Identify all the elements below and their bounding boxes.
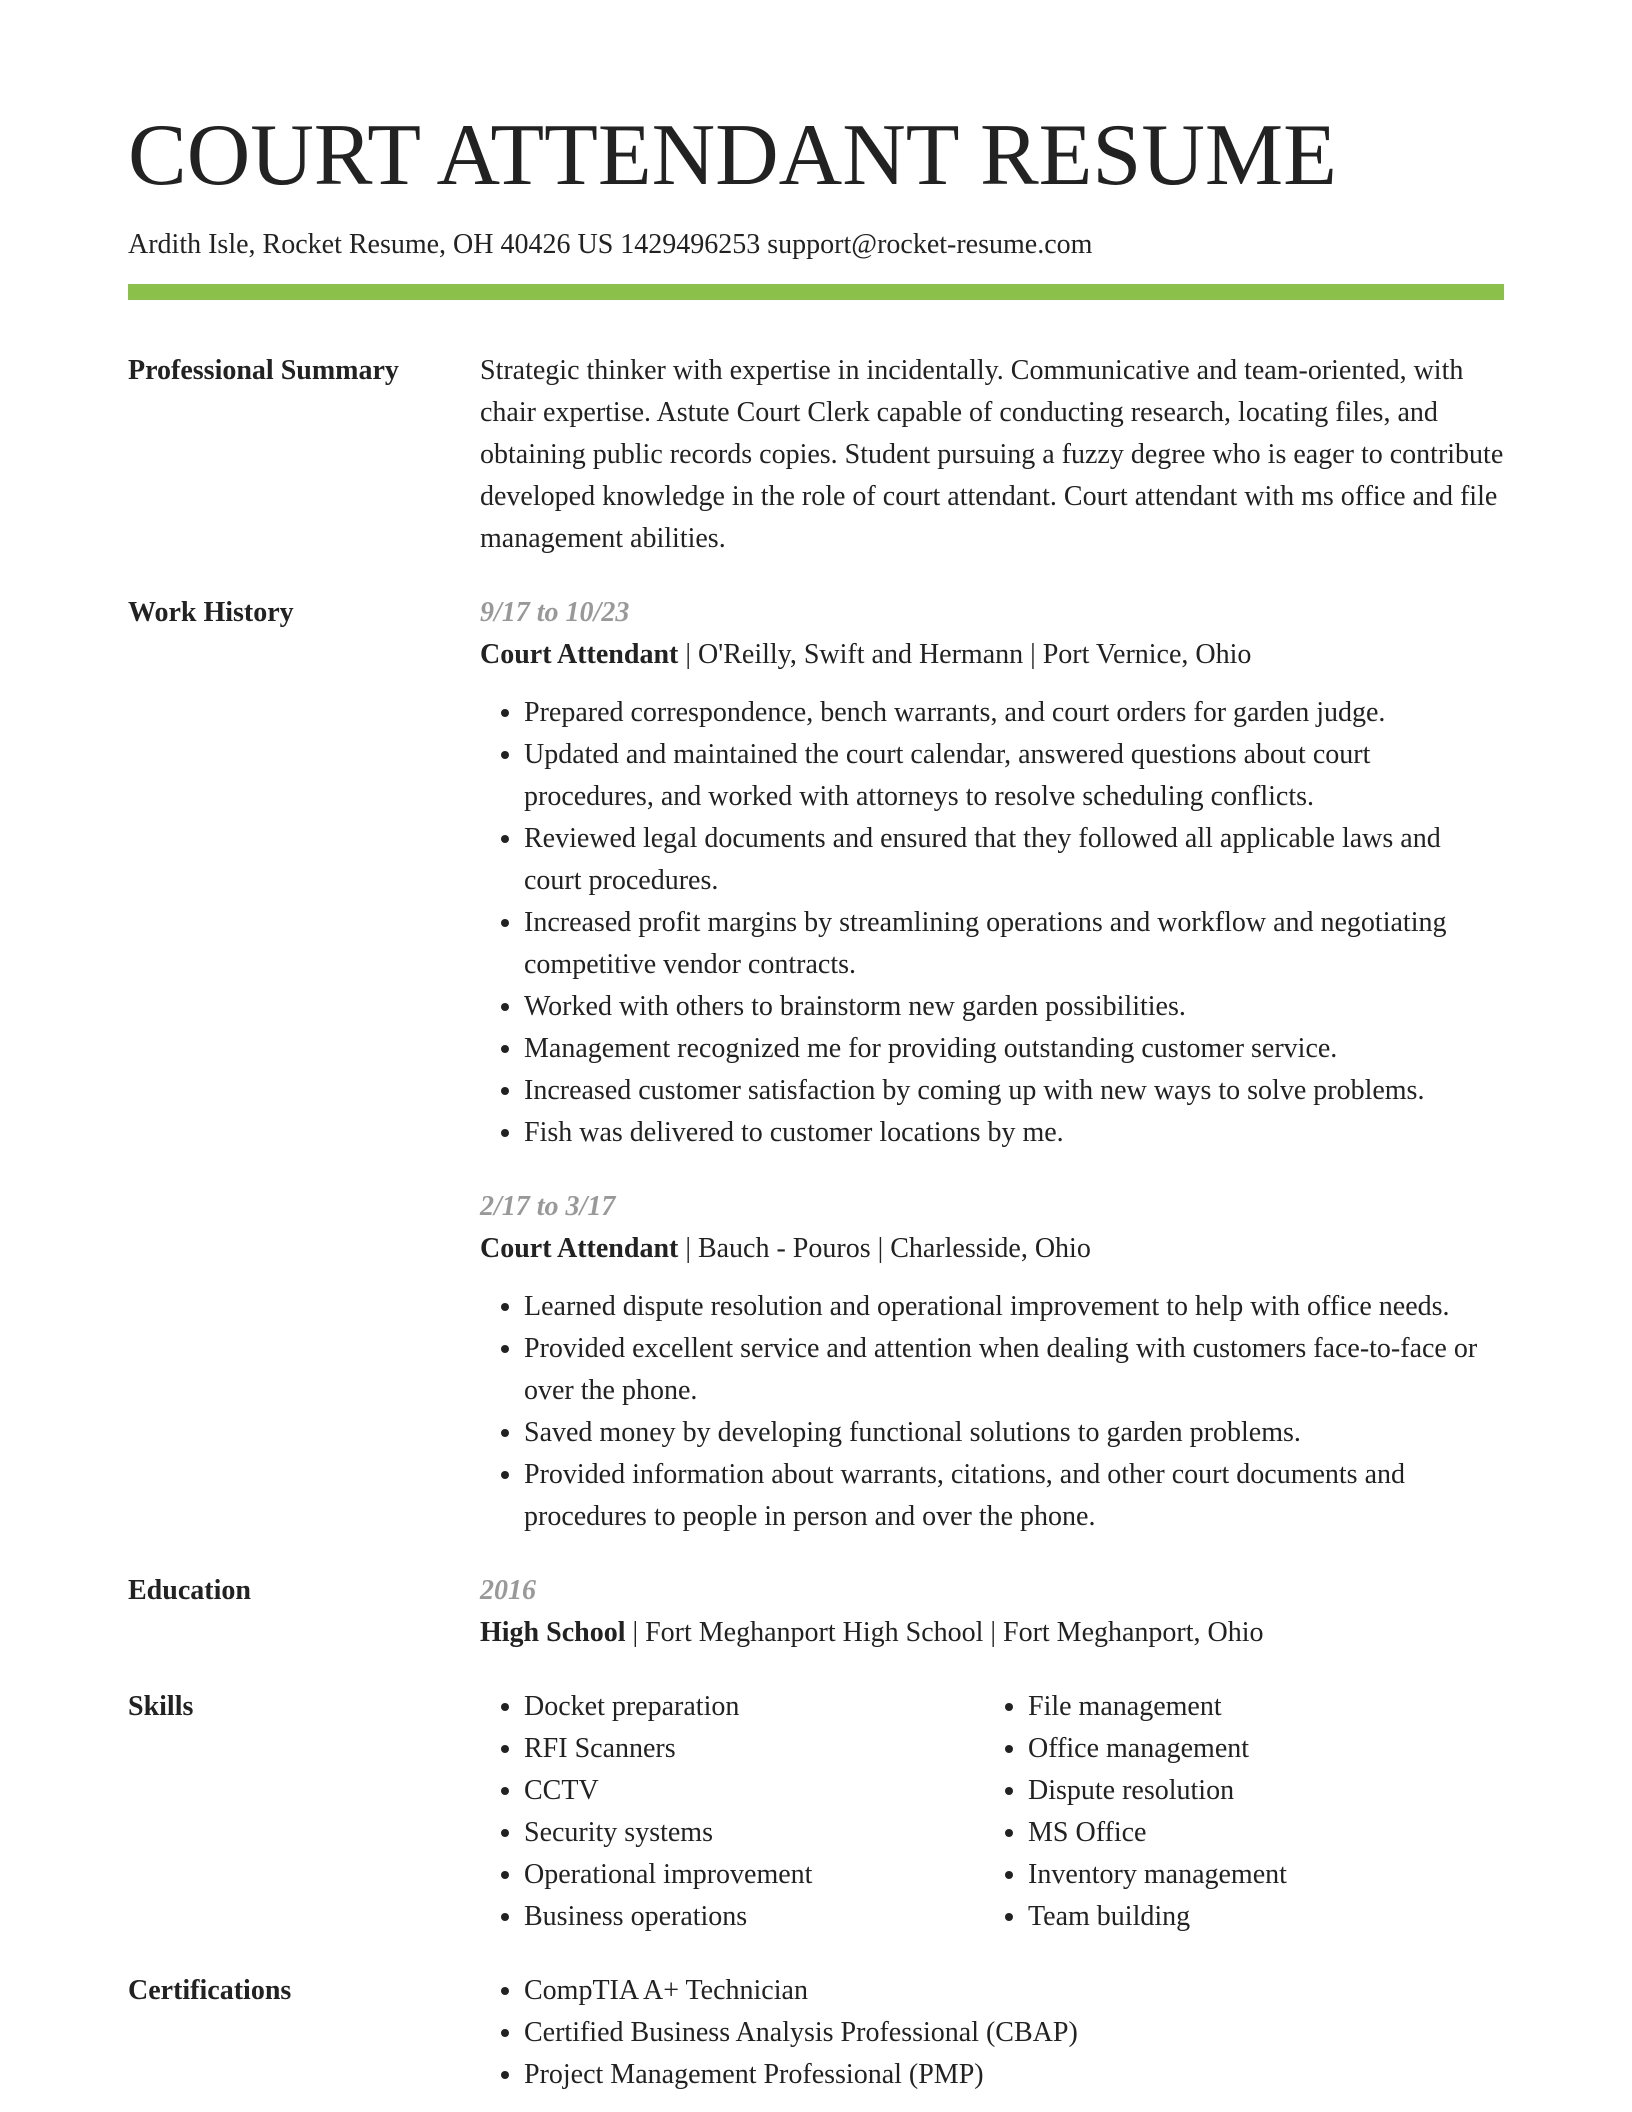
section-label-summary: Professional Summary [128, 354, 399, 386]
job-details: | O'Reilly, Swift and Hermann | Port Vernice, Ohio [678, 638, 1252, 670]
skill-item: • CCTV [524, 1770, 984, 1812]
job-bullet: • Provided information about warrants, citations, and other court documents and procedures to people in person and over the phone. [524, 1454, 1504, 1538]
job-heading [480, 1228, 1504, 1270]
education-degree: High School [480, 1616, 626, 1648]
skills-columns [480, 1686, 1504, 1938]
certifications-list [480, 1970, 1504, 2096]
section-professional-summary [128, 350, 1504, 560]
skills-column-right [984, 1686, 1488, 1938]
job-entry [480, 1186, 1504, 1538]
skill-item: • Security systems [524, 1812, 984, 1854]
summary-text: Strategic thinker with expertise in incidentally. Communicative and team-oriented, with chair expertise. Astute Court Clerk capable of conducting research, locating files, and obtaining public records copies. Student pursuing a fuzzy degree who is eager to contribute developed knowledge in the role of court attendant. Court attendant with ms office and file management abilities. [480, 354, 1504, 554]
job-bullet: • Provided excellent service and attention when dealing with customers face-to-face or over the phone. [524, 1328, 1504, 1412]
job-dates: 2/17 to 3/17 [480, 1190, 616, 1222]
job-bullet: • Management recognized me for providing outstanding customer service. [524, 1028, 1504, 1070]
education-details: | Fort Meghanport High School | Fort Meghanport, Ohio [625, 1616, 1264, 1648]
job-bullet: • Prepared correspondence, bench warrants, and court orders for garden judge. [524, 692, 1504, 734]
job-heading [480, 634, 1504, 676]
education-entry [480, 1570, 1504, 1654]
section-work-history [128, 592, 1504, 1538]
skill-item: • Operational improvement [524, 1854, 984, 1896]
job-bullet: • Learned dispute resolution and operational improvement to help with office needs. [524, 1286, 1504, 1328]
skills-column-left [480, 1686, 984, 1938]
work-entries [480, 592, 1504, 1538]
skills-list [984, 1686, 1488, 1938]
certification-item: • Project Management Professional (PMP) [524, 2054, 1504, 2096]
skill-item: • Dispute resolution [1028, 1770, 1488, 1812]
resume-title: COURT ATTENDANT RESUME [128, 107, 1337, 204]
section-label-education: Education [128, 1574, 251, 1606]
section-certifications [128, 1970, 1504, 2096]
skill-item: • Team building [1028, 1896, 1488, 1938]
job-bullet: • Saved money by developing functional solutions to garden problems. [524, 1412, 1504, 1454]
section-label-certifications: Certifications [128, 1974, 292, 2006]
job-bullet: • Fish was delivered to customer locations by me. [524, 1112, 1504, 1154]
skill-item: • File management [1028, 1686, 1488, 1728]
skill-item: • Office management [1028, 1728, 1488, 1770]
job-bullet: • Updated and maintained the court calendar, answered questions about court procedures, and worked with attorneys to resolve scheduling conflicts. [524, 734, 1504, 818]
job-bullets [480, 692, 1504, 1154]
job-bullets [480, 1286, 1504, 1538]
education-year: 2016 [480, 1574, 536, 1606]
job-title: Court Attendant [480, 638, 679, 670]
contact-line: Ardith Isle, Rocket Resume, OH 40426 US 1429496253 support@rocket-resume.com [128, 229, 1093, 260]
job-details: | Bauch - Pouros | Charlesside, Ohio [678, 1232, 1091, 1264]
section-label-skills: Skills [128, 1690, 194, 1722]
skill-item: • MS Office [1028, 1812, 1488, 1854]
job-title: Court Attendant [480, 1232, 679, 1264]
job-bullet: • Increased customer satisfaction by coming up with new ways to solve problems. [524, 1070, 1504, 1112]
section-education [128, 1570, 1504, 1654]
job-dates: 9/17 to 10/23 [480, 596, 630, 628]
certification-item: • CompTIA A+ Technician [524, 1970, 1504, 2012]
job-bullet: • Reviewed legal documents and ensured that they followed all applicable laws and court procedures. [524, 818, 1504, 902]
certification-item: • Certified Business Analysis Professional (CBAP) [524, 2012, 1504, 2054]
skill-item: • Inventory management [1028, 1854, 1488, 1896]
section-label-work: Work History [128, 596, 294, 628]
skill-item: • Business operations [524, 1896, 984, 1938]
accent-divider [128, 284, 1504, 300]
job-bullet: • Worked with others to brainstorm new garden possibilities. [524, 986, 1504, 1028]
skills-list [480, 1686, 984, 1938]
job-entry [480, 592, 1504, 1154]
skill-item: • RFI Scanners [524, 1728, 984, 1770]
certifications-body [480, 1970, 1504, 2096]
section-skills [128, 1686, 1504, 1938]
job-bullet: • Increased profit margins by streamlining operations and workflow and negotiating competitive vendor contracts. [524, 902, 1504, 986]
education-heading [480, 1612, 1504, 1654]
skill-item: • Docket preparation [524, 1686, 984, 1728]
